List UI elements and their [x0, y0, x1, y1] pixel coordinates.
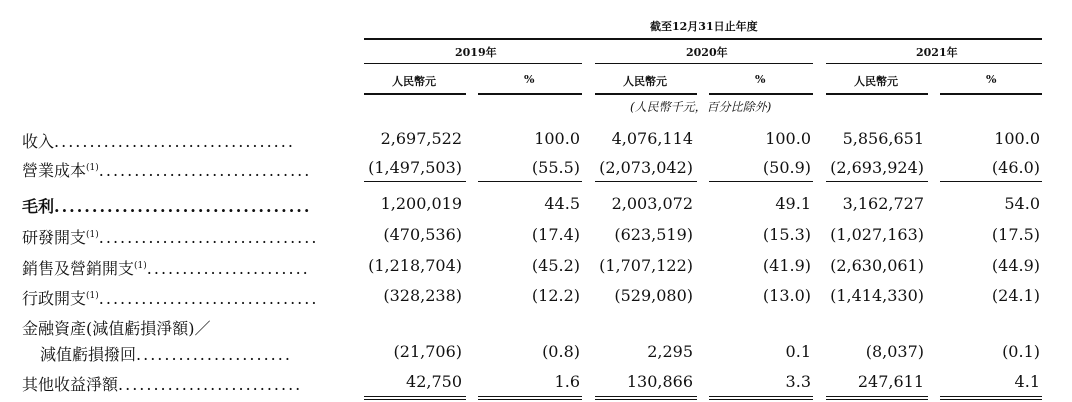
table-cell: (1,218,704)	[368, 256, 462, 275]
leader-dots: ..............................	[98, 161, 312, 180]
row-label	[22, 225, 318, 248]
row-label-text: 營業成本	[22, 161, 87, 180]
row-label-text: 減值虧損撥回	[40, 345, 137, 364]
table-cell: (0.1)	[1002, 342, 1040, 361]
table-cell: 49.1	[775, 194, 811, 213]
row-label	[22, 286, 318, 309]
table-cell: 100.0	[534, 129, 580, 148]
row-label	[22, 256, 310, 279]
table-cell: (1,707,122)	[599, 256, 693, 275]
amount-header-2019: 人民幣元	[392, 75, 436, 88]
col-rule-5	[826, 93, 928, 95]
table-cell: (17.4)	[531, 225, 580, 244]
leader-dots: ..........................	[118, 375, 303, 394]
row-label-text: 行政開支	[22, 289, 87, 308]
table-cell: (328,238)	[383, 286, 462, 305]
total-double-rule	[709, 396, 813, 397]
footnote-marker: (1)	[86, 291, 99, 301]
row-label	[22, 129, 295, 152]
table-cell: (21,706)	[393, 342, 462, 361]
year-2019-header: 2019年	[455, 46, 497, 59]
year-2021-header: 2021年	[916, 46, 958, 59]
period-header: 截至12月31日止年度	[650, 20, 758, 33]
row-label-text: 其他收益淨額	[22, 375, 119, 394]
pct-header-2020: %	[755, 73, 766, 86]
table-cell: (623,519)	[614, 225, 693, 244]
total-double-rule	[940, 396, 1042, 397]
table-cell: 44.5	[544, 194, 580, 213]
table-cell: (1,027,163)	[830, 225, 924, 244]
amount-header-2021: 人民幣元	[854, 75, 898, 88]
table-cell: (15.3)	[762, 225, 811, 244]
year-2020-header: 2020年	[686, 46, 728, 59]
table-cell: 130,866	[626, 372, 693, 391]
leader-dots: ...............................	[98, 228, 319, 247]
top-rule	[364, 38, 1042, 40]
leader-dots: ..................................	[54, 132, 295, 151]
total-double-rule	[478, 396, 582, 397]
table-cell: (12.2)	[531, 286, 580, 305]
row-label-text: 銷售及營銷開支	[22, 259, 135, 278]
table-cell: 1,200,019	[380, 194, 462, 213]
table-cell: (1,414,330)	[830, 286, 924, 305]
row-label	[22, 194, 311, 217]
table-cell: 4,076,114	[611, 129, 693, 148]
table-cell: 100.0	[765, 129, 811, 148]
pct-header-2021: %	[986, 73, 997, 86]
table-cell: 42,750	[406, 372, 462, 391]
table-cell: (470,536)	[383, 225, 462, 244]
table-cell: (2,630,061)	[830, 256, 924, 275]
table-cell: (529,080)	[614, 286, 693, 305]
amount-header-2020: 人民幣元	[623, 75, 667, 88]
table-cell: (13.0)	[762, 286, 811, 305]
subtotal-rule	[826, 181, 928, 182]
table-cell: (8,037)	[865, 342, 924, 361]
row-label	[22, 158, 311, 181]
total-double-rule	[478, 399, 582, 400]
table-cell: 2,697,522	[380, 129, 462, 148]
year-2019-rule	[364, 63, 582, 64]
subtotal-rule	[709, 181, 813, 182]
row-label-text: 研發開支	[22, 228, 87, 247]
table-cell: 54.0	[1004, 194, 1040, 213]
subtotal-rule	[478, 181, 582, 182]
leader-dots: ...............................	[98, 289, 319, 308]
col-rule-1	[364, 93, 466, 95]
total-double-rule	[826, 399, 928, 400]
table-cell: 5,856,651	[842, 129, 924, 148]
table-cell: (45.2)	[531, 256, 580, 275]
year-2020-rule	[595, 63, 813, 64]
total-double-rule	[595, 396, 697, 397]
col-rule-4	[709, 93, 813, 95]
table-cell: 100.0	[994, 129, 1040, 148]
leader-dots: .......................	[146, 259, 310, 278]
row-label	[40, 342, 292, 365]
table-cell: (55.5)	[531, 158, 580, 177]
leader-dots: ......................	[136, 345, 292, 364]
year-2021-rule	[826, 63, 1042, 64]
row-label-text: 毛利	[22, 197, 55, 216]
table-cell: (17.5)	[991, 225, 1040, 244]
table-cell: 247,611	[857, 372, 924, 391]
total-double-rule	[595, 399, 697, 400]
total-double-rule	[364, 399, 466, 400]
table-cell: 1.6	[554, 372, 580, 391]
table-cell: 4.1	[1014, 372, 1040, 391]
table-cell: (41.9)	[762, 256, 811, 275]
subtotal-rule	[940, 181, 1042, 182]
col-rule-2	[478, 93, 582, 95]
row-label	[22, 372, 302, 395]
table-cell: (2,073,042)	[599, 158, 693, 177]
row-label-text: 金融資產(減值虧損淨額)／	[22, 319, 211, 338]
pct-header-2019: %	[524, 73, 535, 86]
col-rule-3	[595, 93, 697, 95]
table-cell: (24.1)	[991, 286, 1040, 305]
leader-dots: ..................................	[54, 197, 312, 216]
footnote-marker: (1)	[86, 163, 99, 173]
table-cell: (46.0)	[991, 158, 1040, 177]
table-cell: (50.9)	[762, 158, 811, 177]
subtotal-rule	[595, 181, 697, 182]
row-label-text: 收入	[22, 132, 55, 151]
total-double-rule	[826, 396, 928, 397]
unit-note: (人民幣千元，百分比除外)	[630, 100, 772, 114]
table-cell: (44.9)	[991, 256, 1040, 275]
table-cell: 3.3	[785, 372, 811, 391]
total-double-rule	[709, 399, 813, 400]
table-cell: (2,693,924)	[830, 158, 924, 177]
table-cell: 0.1	[785, 342, 811, 361]
subtotal-rule	[364, 181, 466, 182]
footnote-marker: (1)	[134, 261, 147, 271]
row-label	[22, 316, 211, 339]
total-double-rule	[364, 396, 466, 397]
table-cell: (1,497,503)	[368, 158, 462, 177]
table-cell: 3,162,727	[842, 194, 924, 213]
footnote-marker: (1)	[86, 230, 99, 240]
table-cell: 2,295	[647, 342, 693, 361]
table-cell: 2,003,072	[611, 194, 693, 213]
total-double-rule	[940, 399, 1042, 400]
table-cell: (0.8)	[542, 342, 580, 361]
col-rule-6	[940, 93, 1042, 95]
